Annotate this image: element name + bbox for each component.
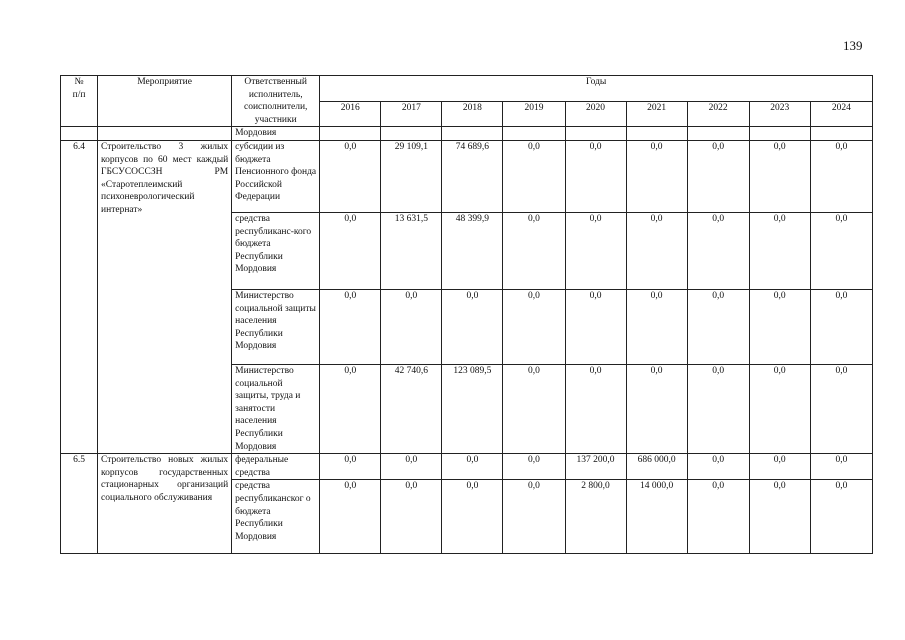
cell-value: 0,0 <box>749 212 810 289</box>
cell-value: 0,0 <box>565 364 626 453</box>
cell-value: 0,0 <box>381 454 442 480</box>
program-table <box>60 75 873 554</box>
continuation-row <box>61 127 873 141</box>
cell-executor: Министерство социальной защиты, труда и занятости населения Республики Мордовия <box>232 364 320 453</box>
cell-value: 0,0 <box>381 289 442 364</box>
cell-value: 0,0 <box>626 212 687 289</box>
cell-empty <box>626 127 687 141</box>
cell-value: 0,0 <box>626 140 687 212</box>
cell-value: 0,0 <box>810 212 872 289</box>
cell-value: 0,0 <box>320 140 381 212</box>
cell-value: 0,0 <box>503 140 565 212</box>
cell-value: 0,0 <box>320 212 381 289</box>
cell-empty <box>810 127 872 141</box>
cell-value: 123 089,5 <box>442 364 503 453</box>
cell-value: 0,0 <box>749 140 810 212</box>
cell-executor: средства республиканског о бюджета Республики Мордовия <box>232 480 320 554</box>
cell-executor: средства республиканс-кого бюджета Республики Мордовия <box>232 212 320 289</box>
cell-value: 0,0 <box>810 480 872 554</box>
cell-value: 0,0 <box>442 289 503 364</box>
table-header <box>61 76 873 127</box>
cell-num: 6.5 <box>61 454 98 554</box>
cell-value: 686 000,0 <box>626 454 687 480</box>
table-row <box>61 454 873 480</box>
cell-value: 137 200,0 <box>565 454 626 480</box>
cell-value: 0,0 <box>687 212 749 289</box>
cell-value: 0,0 <box>565 212 626 289</box>
cell-executor: субсидии из бюджета Пенсионного фонда Российской Федерации <box>232 140 320 212</box>
header-executor: Ответственный исполнитель, соисполнители, участники <box>232 76 320 127</box>
cell-value: 0,0 <box>810 454 872 480</box>
cell-empty <box>61 127 98 141</box>
cell-value: 0,0 <box>749 480 810 554</box>
cell-event: Строительство новых жилых корпусов государственных стационарных организаций социального обслуживания <box>98 454 232 554</box>
cell-value: 0,0 <box>687 140 749 212</box>
header-event: Мероприятие <box>98 76 232 127</box>
cell-value: 0,0 <box>626 289 687 364</box>
cell-value: 0,0 <box>749 364 810 453</box>
cell-value: 0,0 <box>442 480 503 554</box>
cell-event: Строительство 3 жилых корпусов по 60 мест каждый ГБСУСОССЗН РМ «Старотеплеимский психоневрологический интернат» <box>98 140 232 453</box>
cell-empty <box>98 127 232 141</box>
header-year: 2019 <box>503 101 565 127</box>
cell-value: 0,0 <box>320 364 381 453</box>
header-num: № п/п <box>61 76 98 127</box>
cell-empty <box>381 127 442 141</box>
cell-value: 0,0 <box>320 289 381 364</box>
cell-value: 0,0 <box>565 289 626 364</box>
cell-value: 0,0 <box>810 289 872 364</box>
cell-value: 0,0 <box>503 454 565 480</box>
header-year: 2018 <box>442 101 503 127</box>
cell-value: 0,0 <box>687 364 749 453</box>
cell-value: 0,0 <box>687 289 749 364</box>
cell-value: 14 000,0 <box>626 480 687 554</box>
cell-value: 0,0 <box>687 454 749 480</box>
cell-executor: федеральные средства <box>232 454 320 480</box>
cell-value: 0,0 <box>320 480 381 554</box>
cell-value: 0,0 <box>810 140 872 212</box>
cell-value: 0,0 <box>626 364 687 453</box>
cell-num: 6.4 <box>61 140 98 453</box>
cell-empty <box>749 127 810 141</box>
header-year: 2021 <box>626 101 687 127</box>
cell-value: 0,0 <box>320 454 381 480</box>
cell-value: 42 740,6 <box>381 364 442 453</box>
header-year: 2022 <box>687 101 749 127</box>
header-year: 2016 <box>320 101 381 127</box>
cell-value: 29 109,1 <box>381 140 442 212</box>
cell-empty <box>503 127 565 141</box>
cell-value: 0,0 <box>442 454 503 480</box>
cell-empty <box>565 127 626 141</box>
cell-value: 0,0 <box>749 289 810 364</box>
cell-value: 0,0 <box>503 289 565 364</box>
cell-value: 13 631,5 <box>381 212 442 289</box>
header-year: 2023 <box>749 101 810 127</box>
cell-value: 74 689,6 <box>442 140 503 212</box>
table-row <box>61 140 873 212</box>
cell-value: 0,0 <box>503 364 565 453</box>
cell-value: 0,0 <box>565 140 626 212</box>
cell-empty <box>442 127 503 141</box>
cell-empty <box>320 127 381 141</box>
header-year: 2020 <box>565 101 626 127</box>
header-year: 2017 <box>381 101 442 127</box>
cell-value: 48 399,9 <box>442 212 503 289</box>
cell-executor: Министерство социальной защиты населения Республики Мордовия <box>232 289 320 364</box>
header-years: Годы <box>320 76 873 102</box>
cell-value: 0,0 <box>687 480 749 554</box>
cell-value: 0,0 <box>810 364 872 453</box>
cell-empty <box>687 127 749 141</box>
cell-executor: Мордовия <box>232 127 320 141</box>
cell-value: 0,0 <box>749 454 810 480</box>
cell-value: 0,0 <box>381 480 442 554</box>
page-number: 139 <box>843 38 863 53</box>
header-year: 2024 <box>810 101 872 127</box>
cell-value: 0,0 <box>503 480 565 554</box>
cell-value: 2 800,0 <box>565 480 626 554</box>
cell-value: 0,0 <box>503 212 565 289</box>
